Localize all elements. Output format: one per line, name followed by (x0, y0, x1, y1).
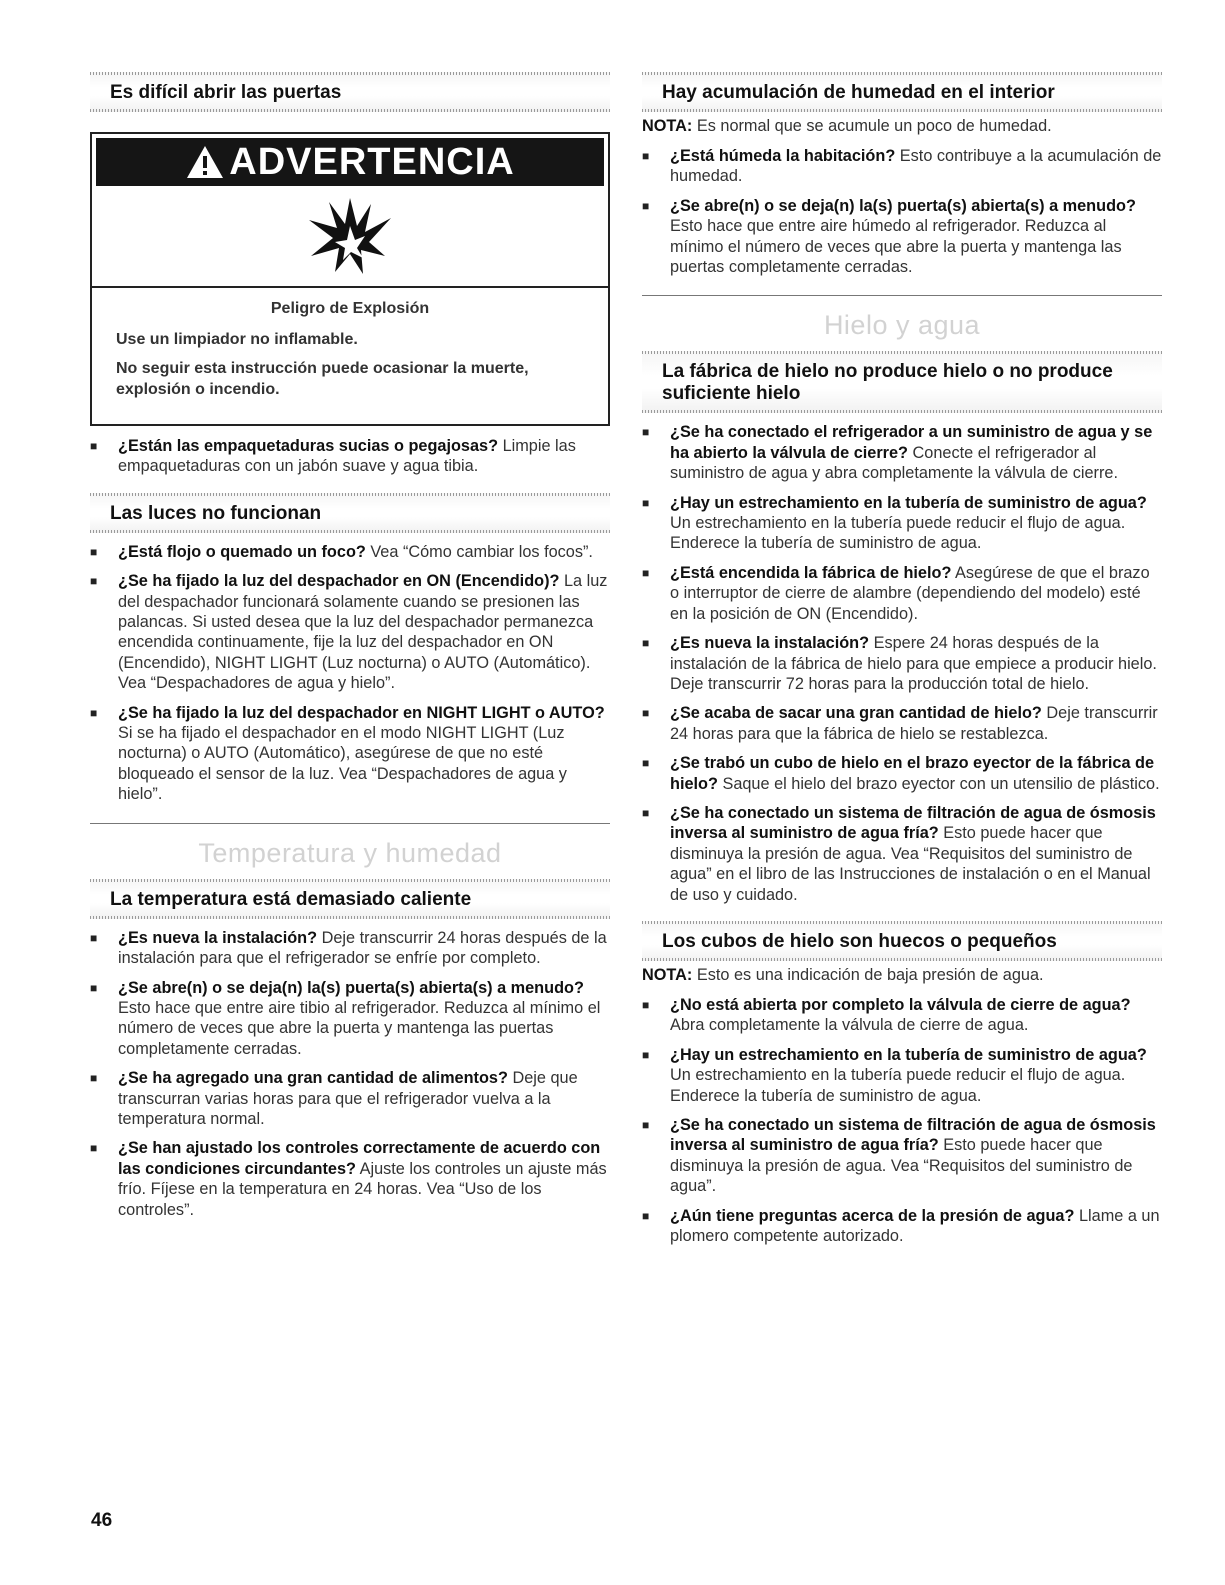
humidity-heading: Hay acumulación de humedad en el interior (642, 72, 1162, 112)
list-item: ■ ¿Se ha agregado una gran cantidad de alimentos? Deje que transcurran varias horas para que el refrigerador vuelva a la temperatura normal. (90, 1068, 610, 1129)
temperature-heading: La temperatura está demasiado caliente (90, 879, 610, 919)
warning-triangle-icon (185, 144, 225, 180)
lights-list (90, 542, 610, 805)
section-title-temperature: Temperatura y humedad (90, 823, 610, 879)
list-item: ■ ¿Hay un estrechamiento en la tubería de suministro de agua? Un estrechamiento en la tubería puede reducir el flujo de agua. Enderece la tubería de suministro de agua. (642, 1045, 1162, 1106)
explosion-icon (305, 196, 395, 276)
warning-box (90, 132, 610, 426)
ice-cubes-note: NOTA: Esto es una indicación de baja presión de agua. (642, 965, 1044, 984)
list-item: ■ ¿Se abre(n) o se deja(n) la(s) puerta(s) abierta(s) a menudo? Esto hace que entre aire tibio al refrigerador. Reduzca al mínimo el número de veces que abre la puerta y mantenga las puertas completamente cerradas. (90, 978, 610, 1060)
list-item: ■ ¿Se acaba de sacar una gran cantidad de hielo? Deje transcurrir 24 horas para que la fábrica de hielo se restablezca. (642, 703, 1162, 744)
list-item: ■ ¿Se ha conectado el refrigerador a un suministro de agua y se ha abierto la válvula de cierre? Conecte el refrigerador al suministro de agua y abra completamente la válvula de cierre. (642, 422, 1162, 483)
list-item: ■ ¿Se ha fijado la luz del despachador en ON (Encendido)? La luz del despachador funcionará solamente cuando se presionen las palancas. Si usted desea que la luz del despachador permanezca encendida continuamente, fije la luz del despachador en ON (Encendido), NIGHT LIGHT (Luz nocturna) o AUTO (Automático). Vea “Despachadores de agua y hielo”. (90, 571, 610, 693)
list-item: ■ ¿Se han ajustado los controles correctamente de acuerdo con las condiciones circundantes? Ajuste los controles un ajuste más frío. Fíjese en la temperatura en 24 horas. Vea “Uso de los controles”. (90, 1138, 610, 1220)
section-title-ice-water: Hielo y agua (642, 295, 1162, 351)
list-item: ■ ¿Está flojo o quemado un foco? Vea “Cómo cambiar los focos”. (90, 542, 610, 562)
right-column (642, 72, 1162, 1246)
humidity-list (642, 146, 1162, 277)
list-item: ■ ¿Están las empaquetaduras sucias o pegajosas? Limpie las empaquetaduras con un jabón suave y agua tibia. (90, 436, 610, 477)
list-item: ■ ¿Se ha conectado un sistema de filtración de agua de ósmosis inversa al suministro de agua fría? Esto puede hacer que disminuya la presión de agua. Vea “Requisitos del suministro de agua” en el libro de las Instrucciones de instalación o en el Manual de uso y cuidado. (642, 803, 1162, 905)
warning-title: Peligro de Explosión (270, 300, 430, 317)
warning-pictogram (92, 186, 608, 288)
humidity-note: NOTA: Es normal que se acumule un poco de humedad. (642, 117, 1052, 135)
list-item: ■ ¿No está abierta por completo la válvula de cierre de agua? Abra completamente la válvula de cierre de agua. (642, 995, 1162, 1036)
icemaker-heading: La fábrica de hielo no produce hielo o no produce suficiente hielo (642, 351, 1162, 413)
list-item: ■ ¿Aún tiene preguntas acerca de la presión de agua? Llame a un plomero competente autorizado. (642, 1206, 1162, 1247)
list-item: ■ ¿Es nueva la instalación? Deje transcurrir 24 horas después de la instalación para que el refrigerador se enfríe por completo. (90, 928, 610, 969)
list-item: ■ ¿Está húmeda la habitación? Esto contribuye a la acumulación de humedad. (642, 146, 1162, 187)
list-item: ■ ¿Se abre(n) o se deja(n) la(s) puerta(s) abierta(s) a menudo? Esto hace que entre aire húmedo al refrigerador. Reduzca al mínimo el número de veces que abre la puerta y mantenga las puertas completamente cerradas. (642, 196, 1162, 278)
warning-header (96, 138, 604, 186)
warning-instruction: Use un limpiador no inflamable. (116, 331, 358, 348)
ice-cubes-list (642, 995, 1162, 1246)
warning-label: ADVERTENCIA (229, 140, 515, 183)
list-item: ■ ¿Se ha fijado la luz del despachador en NIGHT LIGHT o AUTO? Si se ha fijado el despachador en el modo NIGHT LIGHT (Luz nocturna) o AUTO (Automático), asegúrese de que no esté bloqueado el sensor de la luz. Vea “Despachadores de agua y hielo”. (90, 703, 610, 805)
warning-consequence: No seguir esta instrucción puede ocasionar la muerte, explosión o incendio. (116, 360, 529, 398)
list-item: ■ ¿Hay un estrechamiento en la tubería de suministro de agua? Un estrechamiento en la tubería puede reducir el flujo de agua. Enderece la tubería de suministro de agua. (642, 493, 1162, 554)
ice-cubes-heading: Los cubos de hielo son huecos o pequeños (642, 921, 1162, 961)
list-item: ■ ¿Se trabó un cubo de hielo en el brazo eyector de la fábrica de hielo? Saque el hielo del brazo eyector con un utensilio de plástico. (642, 753, 1162, 794)
icemaker-list (642, 422, 1162, 905)
lights-heading: Las luces no funcionan (90, 493, 610, 533)
list-item: ■ ¿Es nueva la instalación? Espere 24 horas después de la instalación de la fábrica de hielo para que empiece a producir hielo. Deje transcurrir 72 horas para la producción total de hielo. (642, 633, 1162, 694)
page-number: 46 (91, 1510, 113, 1531)
list-item: ■ ¿Está encendida la fábrica de hielo? Asegúrese de que el brazo o interruptor de cierre de alambre (dependiendo del modelo) esté en la posición de ON (Encendido). (642, 563, 1162, 624)
left-column (90, 72, 610, 1220)
doors-heading: Es difícil abrir las puertas (90, 72, 610, 112)
temperature-list (90, 928, 610, 1220)
doors-list (90, 436, 610, 477)
list-item: ■ ¿Se ha conectado un sistema de filtración de agua de ósmosis inversa al suministro de agua fría? Esto puede hacer que disminuya la presión de agua. Vea “Requisitos del suministro de agua”. (642, 1115, 1162, 1197)
